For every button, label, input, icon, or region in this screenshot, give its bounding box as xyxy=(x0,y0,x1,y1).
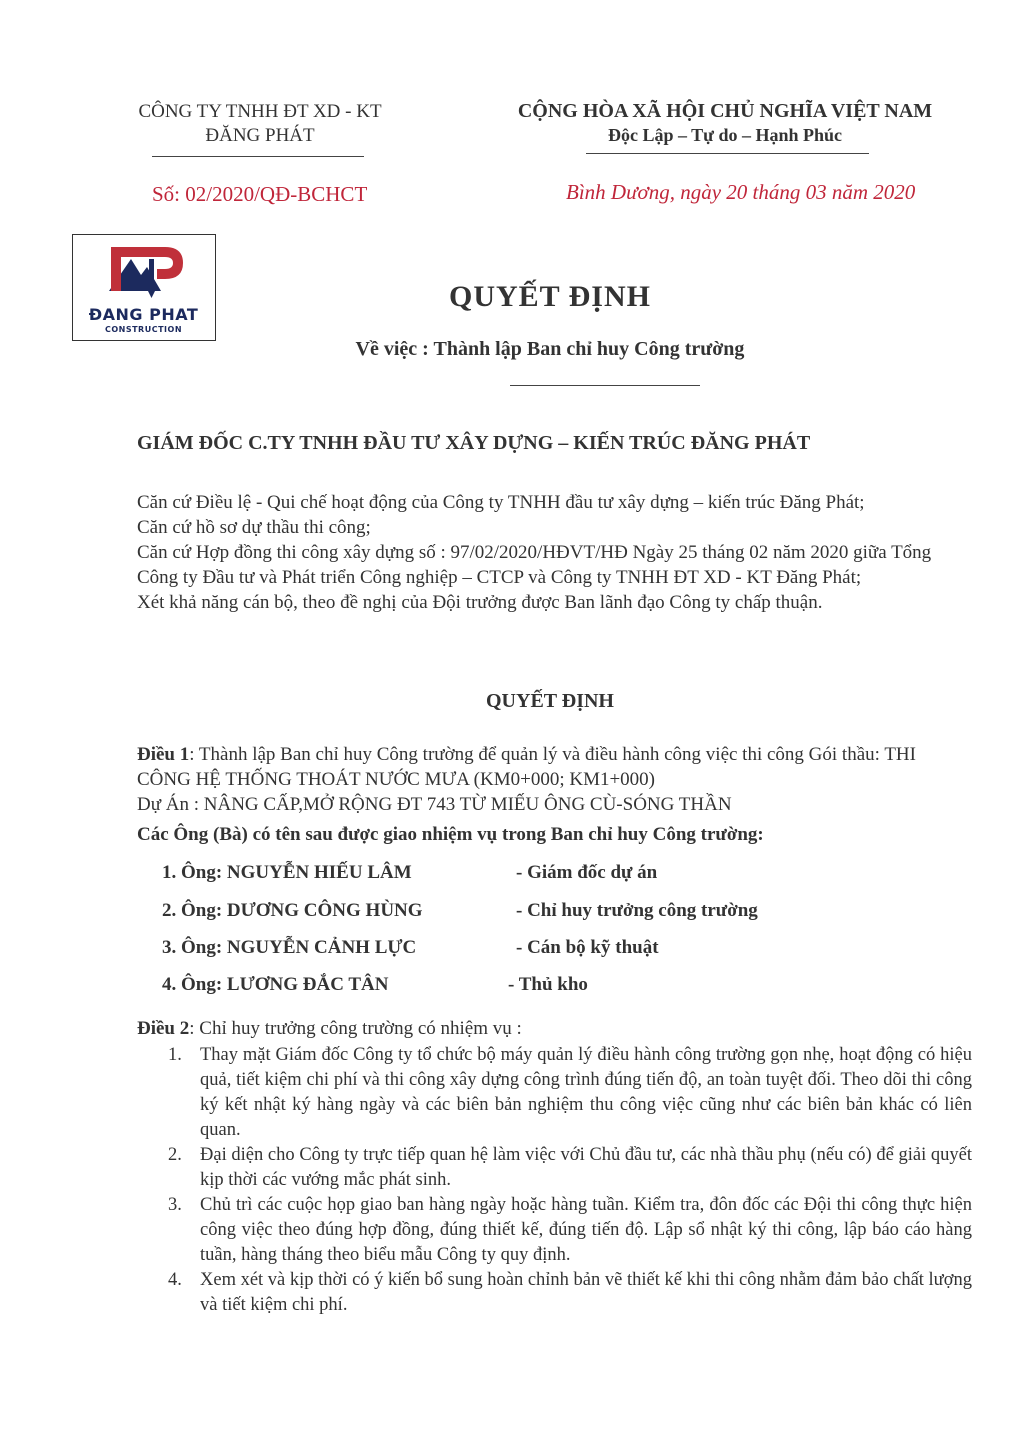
company-name-line1: CÔNG TY TNHH ĐT XD - KT xyxy=(138,101,382,122)
title-underline xyxy=(510,385,700,386)
duty-number: 4. xyxy=(168,1270,182,1290)
member-name: 3. Ông: NGUYỄN CẢNH LỰC xyxy=(162,937,417,958)
document-number: Số: 02/2020/QĐ-BCHCT xyxy=(152,182,368,206)
duty-number: 2. xyxy=(168,1145,182,1165)
member-name: 2. Ông: DƯƠNG CÔNG HÙNG xyxy=(162,900,423,921)
article-1-project: Dự Án : NÂNG CẤP,MỞ RỘNG ĐT 743 TỪ MIẾU ÔNG CÙ-SÓNG THẦN xyxy=(137,794,732,815)
document-subject: Về việc : Thành lập Ban chỉ huy Công trường xyxy=(355,338,745,360)
basis-item: Căn cứ hồ sơ dự thầu thi công; xyxy=(137,517,371,538)
duty-item xyxy=(160,1043,972,1143)
article-1 xyxy=(137,742,967,817)
place-date: Bình Dương, ngày 20 tháng 03 năm 2020 xyxy=(566,180,916,204)
duty-item xyxy=(160,1193,972,1268)
duty-number: 1. xyxy=(168,1045,182,1065)
company-logo xyxy=(72,234,216,341)
logo-subtitle: CONSTRUCTION xyxy=(104,325,183,334)
article-2-body: : Chỉ huy trưởng công trường có nhiệm vụ : xyxy=(189,1018,522,1039)
duty-text: Chủ trì các cuộc họp giao ban hàng ngày hoặc hàng tuần. Kiểm tra, đôn đốc các Đội thi công thực hiện công việc theo đúng hợp đồng, đúng thiết kế, đúng tiến độ. Lập sổ nhật ký thi công, lập báo cáo hàng tuần, hàng tháng theo biểu mẫu Công ty quy định. xyxy=(200,1195,972,1265)
basis-item: Căn cứ Hợp đồng thi công xây dựng số : 97/02/2020/HĐVT/HĐ Ngày 25 tháng 02 năm 2020 giữa Tổng Công ty Đầu tư và Phát triển Công nghiệp – CTCP và Công ty TNHH ĐT XD - KT Đăng Phát; xyxy=(137,542,932,588)
duty-number: 3. xyxy=(168,1195,182,1215)
director-heading: GIÁM ĐỐC C.TY TNHH ĐẦU TƯ XÂY DỰNG – KIẾN TRÚC ĐĂNG PHÁT xyxy=(137,432,811,454)
logo-mark-icon xyxy=(103,241,187,301)
member-name: 1. Ông: NGUYỄN HIẾU LÂM xyxy=(162,862,412,883)
basis-item: Căn cứ Điều lệ - Qui chế hoạt động của Công ty TNHH đầu tư xây dựng – kiến trúc Đăng Phát; xyxy=(137,492,865,513)
duty-item xyxy=(160,1143,972,1193)
decision-heading: QUYẾT ĐỊNH xyxy=(486,690,614,712)
member-role: - Chỉ huy trưởng công trường xyxy=(516,900,758,921)
member-role: - Cán bộ kỹ thuật xyxy=(516,937,659,958)
duty-text: Thay mặt Giám đốc Công ty tổ chức bộ máy quản lý điều hành công trường gọn nhẹ, hoạt động có hiệu quả, tiết kiệm chi phí và thi công xây dựng công trình đúng tiến độ, an toàn tuyệt đối. Theo dõi thi công ký kết nhật ký hàng ngày và các biên bản nghiệm thu công việc cũng như các biên bản khác có liên quan. xyxy=(200,1045,972,1140)
duty-text: Đại diện cho Công ty trực tiếp quan hệ làm việc với Chủ đầu tư, các nhà thầu phụ (nếu có) để giải quyết kịp thời các vướng mắc phát sinh. xyxy=(200,1145,972,1190)
assignment-heading: Các Ông (Bà) có tên sau được giao nhiệm vụ trong Ban chỉ huy Công trường: xyxy=(137,824,764,845)
company-name-line2: ĐĂNG PHÁT xyxy=(205,125,315,146)
document-title: QUYẾT ĐỊNH xyxy=(449,280,651,313)
legal-basis xyxy=(137,490,967,615)
duties-list xyxy=(160,1043,972,1318)
article-1-body: : Thành lập Ban chỉ huy Công trường để quản lý và điều hành công việc thi công Gói thầu: THI CÔNG HỆ THỐNG THOÁT NƯỚC MƯA (KM0+000; KM1+000) xyxy=(137,744,916,790)
motto-underline xyxy=(586,153,869,154)
member-role: - Thủ kho xyxy=(508,974,588,995)
duty-item xyxy=(160,1268,972,1318)
duty-text: Xem xét và kịp thời có ý kiến bổ sung hoàn chỉnh bản vẽ thiết kế khi thi công nhằm đảm bảo chất lượng và tiết kiệm chi phí. xyxy=(200,1270,972,1315)
company-name xyxy=(110,100,410,148)
basis-item: Xét khả năng cán bộ, theo đề nghị của Đội trưởng được Ban lãnh đạo Công ty chấp thuận. xyxy=(137,592,823,613)
national-motto: Độc Lập – Tự do – Hạnh Phúc xyxy=(607,125,843,145)
article-2-label: Điều 2 xyxy=(137,1018,190,1039)
republic-heading: CỘNG HÒA XÃ HỘI CHỦ NGHĨA VIỆT NAM xyxy=(517,100,933,122)
member-role: - Giám đốc dự án xyxy=(516,862,658,883)
article-1-text xyxy=(137,742,967,792)
member-name: 4. Ông: LƯƠNG ĐẮC TÂN xyxy=(162,974,389,995)
logo-name: ĐANG PHAT xyxy=(88,305,199,324)
company-underline xyxy=(152,156,364,157)
article-2 xyxy=(137,1018,967,1040)
article-1-label: Điều 1 xyxy=(137,744,190,765)
